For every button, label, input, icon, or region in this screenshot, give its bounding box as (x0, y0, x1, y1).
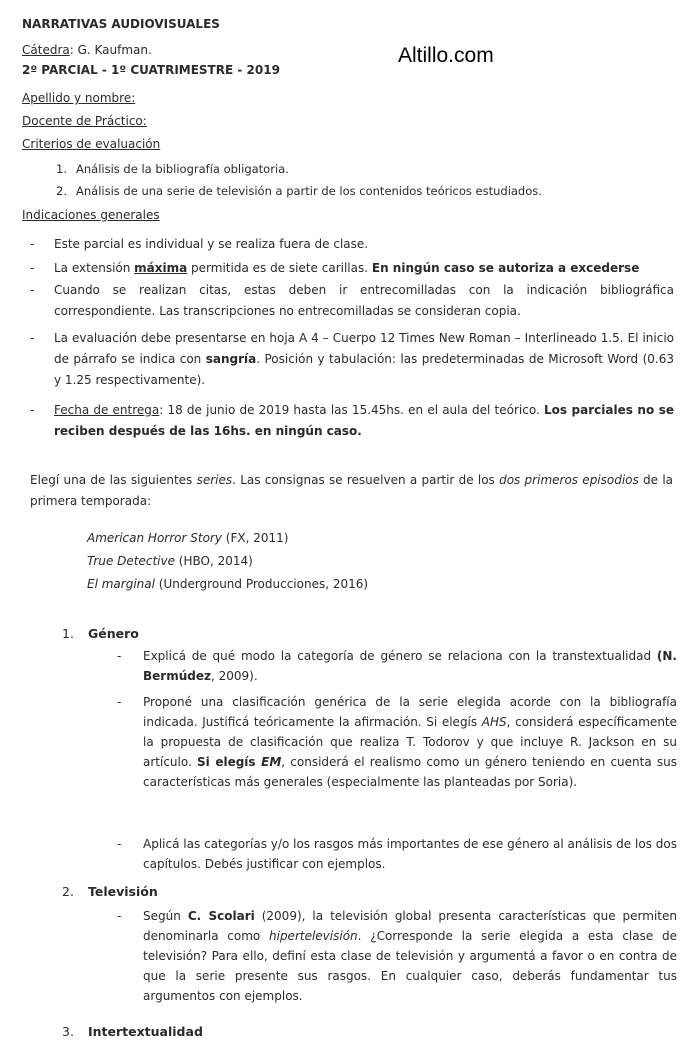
section-heading (62, 626, 139, 641)
indication-text (54, 234, 674, 255)
criteria-num: 1. (56, 162, 67, 176)
series-item (87, 528, 288, 548)
section-number: 2. (62, 884, 74, 899)
text-run: C. Scolari (187, 909, 255, 923)
section-number: 1. (62, 626, 74, 641)
text-run: Según (143, 909, 188, 923)
section-title: Televisión (88, 884, 158, 899)
teacher-label: Docente de Práctico: (22, 114, 147, 128)
text-run: (N. Bermúdez (143, 649, 677, 683)
criteria-text: Análisis de una serie de televisión a partir de los contenidos teóricos estudiados. (76, 184, 542, 198)
section-number: 3. (62, 1024, 74, 1039)
criteria-item (56, 183, 542, 199)
indication-text (54, 258, 674, 279)
text-run: dos primeros episodios (499, 473, 639, 487)
series-title: El marginal (87, 577, 155, 591)
chair-value: : G. Kaufman. (69, 43, 152, 57)
text-run: La evaluación debe presentarse en hoja A 4 – Cuerpo 12 Times New Roman – Interlineado 1.5. El inicio de párrafo se indica con (54, 331, 674, 366)
series-item (87, 574, 368, 594)
text-run: , 2009). (210, 669, 258, 683)
text-run: Este parcial es individual y se realiza fuera de clase. (54, 237, 369, 251)
text-run: Si elegís (197, 755, 262, 769)
name-label: Apellido y nombre: (22, 91, 136, 105)
genero-text (143, 646, 677, 686)
text-run: permitida es de siete carillas. (187, 261, 372, 275)
text-run: Los parciales no se reciben después de las 16hs. en ningún caso. (54, 403, 675, 438)
text-run: Explicá de qué modo la categoría de género se relaciona con la transtextualidad (143, 649, 657, 663)
bullet: - (30, 237, 35, 251)
section-title: Género (88, 626, 139, 641)
section-heading (62, 884, 158, 899)
text-run: Proponé una clasificación genérica de la serie elegida acorde con la bibliografía indicada. Justificá teóricamente la afirmación. Si elegís (143, 695, 677, 729)
text-run: de la primera temporada: (30, 473, 674, 508)
text-run: . Las consignas se resuelven a partir de los (232, 473, 500, 487)
chair-label: Cátedra (22, 43, 70, 57)
indication-text (54, 280, 674, 322)
criteria-text: Análisis de la bibliografía obligatoria. (76, 162, 289, 176)
text-run: sangría (205, 352, 257, 366)
text-run: (2009), la televisión global presenta características que permiten denominarla como (143, 909, 677, 943)
text-run: Fecha de entrega (54, 403, 160, 417)
indication-text (54, 328, 674, 391)
course-title: NARRATIVAS AUDIOVISUALES (22, 17, 220, 31)
chair-line (22, 42, 152, 58)
watermark: Altillo.com (398, 44, 494, 67)
text-run: máxima (134, 261, 188, 275)
bullet: - (117, 695, 122, 709)
series-title: American Horror Story (87, 531, 222, 545)
indications-title: Indicaciones generales (22, 208, 160, 222)
text-run: EM (261, 755, 282, 769)
indication-text (54, 400, 674, 442)
bullet: - (117, 649, 122, 663)
criteria-num: 2. (56, 184, 67, 198)
bullet: - (30, 283, 35, 297)
series-info: (HBO, 2014) (174, 554, 253, 568)
text-run: . Posición y tabulación: las predeterminadas de Microsoft Word (0.63 y 1.25 respectivamente). (54, 352, 674, 387)
text-run: , considerá específicamente la propuesta de clasificación que realiza T. Todorov y que incluye R. Jackson en su artículo. (143, 715, 678, 769)
bullet: - (117, 837, 122, 851)
intro-paragraph (30, 470, 673, 512)
exam-title: 2º PARCIAL - 1º CUATRIMESTRE - 2019 (22, 63, 280, 77)
bullet: - (30, 331, 35, 345)
text-run: hipertelevisión (269, 929, 358, 943)
section-heading (62, 1024, 203, 1039)
text-run: . ¿Corresponde la serie elegida a esta clase de televisión? Para ello, definí esta clase de televisión y argumentá a favor o en contra de que la serie presente sus rasgos. En cualquier caso, deberás fundamentar tus argumentos con ejemplos. (143, 929, 677, 1003)
genero-text (143, 692, 677, 792)
text-run: Cuando se realizan citas, estas deben ir entrecomilladas con la indicación bibliográfica correspondiente. Las transcripciones no entrecomilladas se consideran copia. (54, 283, 674, 318)
bullet: - (117, 909, 122, 923)
series-info: (FX, 2011) (221, 531, 289, 545)
series-title: True Detective (87, 554, 175, 568)
series-info: (Underground Producciones, 2016) (154, 577, 369, 591)
text-run: , considerá el realismo como un género teniendo en cuenta sus características más generales (especialmente las planteadas por Soria). (143, 755, 677, 789)
text-run: : 18 de junio de 2019 hasta las 15.45hs. en el aula del teórico. (159, 403, 544, 417)
text-run: AHS (481, 715, 507, 729)
criteria-title: Criterios de evaluación (22, 137, 161, 151)
text-run: series (196, 473, 233, 487)
bullet: - (30, 403, 35, 417)
text-run: La extensión (54, 261, 135, 275)
genero-text (143, 834, 677, 874)
text-run: Aplicá las categorías y/o los rasgos más importantes de ese género al análisis de los dos capítulos. Debés justificar con ejemplos. (143, 837, 677, 871)
text-run: En ningún caso se autoriza a excederse (371, 261, 640, 275)
series-item (87, 551, 253, 571)
bullet: - (30, 261, 35, 275)
section-title: Intertextualidad (88, 1024, 203, 1039)
television-text (143, 906, 677, 1006)
criteria-item (56, 161, 289, 177)
text-run: Elegí una de las siguientes (30, 473, 197, 487)
